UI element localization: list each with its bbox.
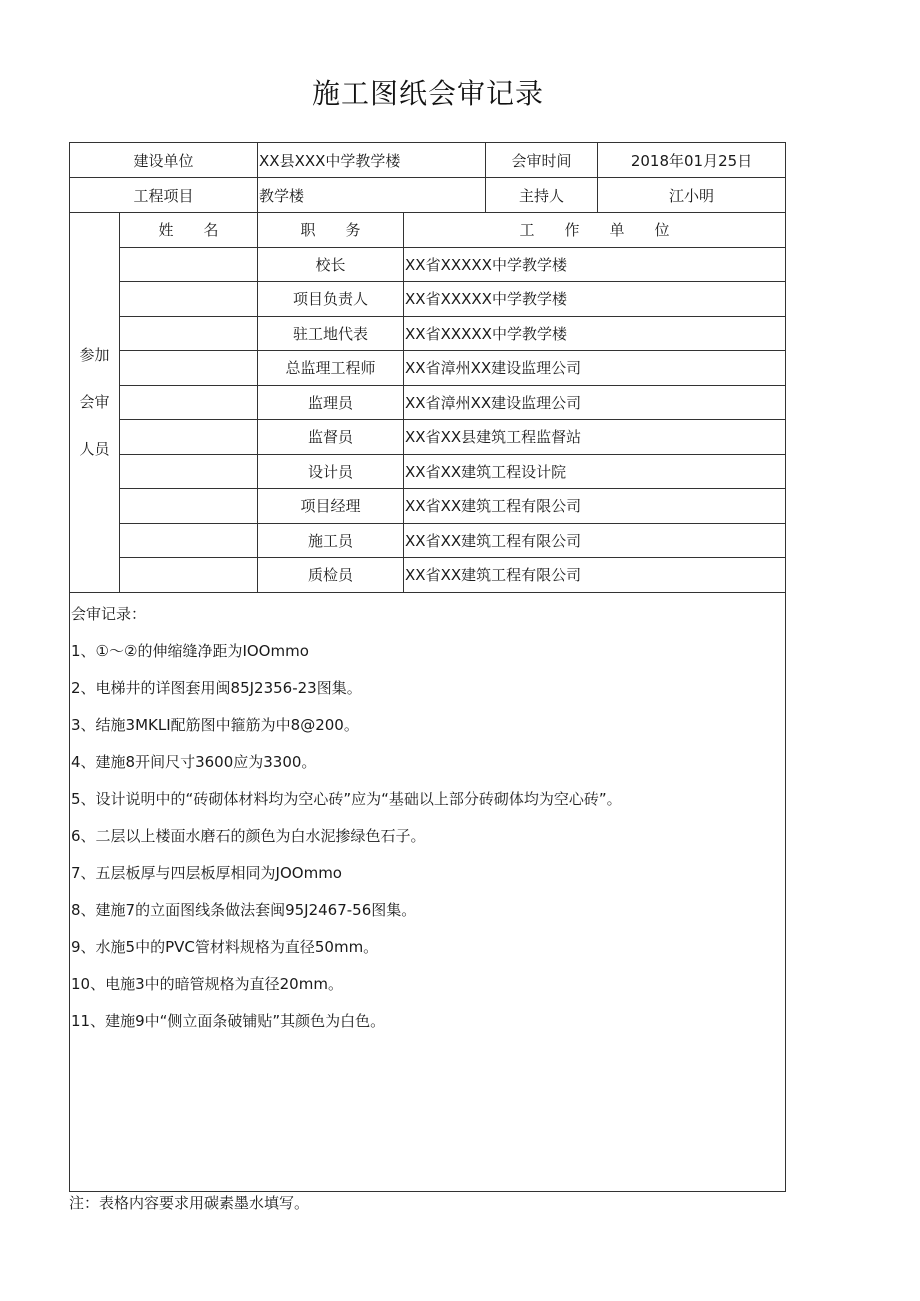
review-records-cell bbox=[70, 592, 786, 1191]
participant-row bbox=[70, 351, 786, 386]
participant-name[interactable] bbox=[120, 385, 258, 420]
project-value: 教学楼 bbox=[258, 178, 486, 213]
group-label-line: 参加 bbox=[79, 345, 110, 364]
record-item: 5、设计说明中的“砖砌体材料均为空心砖”应为“基础以上部分砖砌体均为空心砖”。 bbox=[71, 789, 622, 808]
group-label-line: 人员 bbox=[79, 439, 110, 458]
participant-row bbox=[70, 523, 786, 558]
participant-row bbox=[70, 282, 786, 317]
participant-name[interactable] bbox=[120, 282, 258, 317]
participant-position: 监理员 bbox=[258, 385, 404, 420]
participant-row bbox=[70, 385, 786, 420]
group-label-line: 会审 bbox=[79, 392, 110, 411]
participant-unit: XX省漳州XX建设监理公司 bbox=[404, 385, 786, 420]
participant-row bbox=[70, 316, 786, 351]
review-time-value: 2018年01月25日 bbox=[598, 143, 786, 178]
participant-row bbox=[70, 558, 786, 593]
participant-position: 总监理工程师 bbox=[258, 351, 404, 386]
participant-unit: XX省XX县建筑工程监督站 bbox=[404, 420, 786, 455]
host-label: 主持人 bbox=[486, 178, 598, 213]
review-record-table bbox=[69, 142, 786, 1192]
footer-note: 注：表格内容要求用碳素墨水填写。 bbox=[69, 1194, 310, 1212]
record-item: 1、①～②的伸缩缝净距为IOOmmo bbox=[71, 641, 309, 660]
participant-position: 校长 bbox=[258, 247, 404, 282]
record-item: 3、结施3MKLI配筋图中箍筋为中8@200。 bbox=[71, 715, 359, 734]
project-label: 工程项目 bbox=[70, 178, 258, 213]
participant-position: 项目负责人 bbox=[258, 282, 404, 317]
participant-position: 驻工地代表 bbox=[258, 316, 404, 351]
record-item: 8、建施7的立面图线条做法套闽95J2467-56图集。 bbox=[71, 900, 417, 919]
participant-position: 项目经理 bbox=[258, 489, 404, 524]
participant-name[interactable] bbox=[120, 523, 258, 558]
participant-name[interactable] bbox=[120, 558, 258, 593]
record-item: 9、水施5中的PVC管材料规格为直径50mm。 bbox=[71, 937, 379, 956]
participant-unit: XX省XX建筑工程有限公司 bbox=[404, 558, 786, 593]
record-item: 4、建施8开间尺寸3600应为3300。 bbox=[71, 752, 317, 771]
col-header-unit: 工 作 单 位 bbox=[404, 213, 786, 248]
record-item: 11、建施9中“侧立面条破铺贴”其颜色为白色。 bbox=[71, 1011, 386, 1030]
host-value: 江小明 bbox=[598, 178, 786, 213]
record-item: 7、五层板厚与四层板厚相同为JOOmmo bbox=[71, 863, 342, 882]
participant-unit: XX省XX建筑工程有限公司 bbox=[404, 523, 786, 558]
col-header-position: 职 务 bbox=[258, 213, 404, 248]
review-time-label: 会审时间 bbox=[486, 143, 598, 178]
participant-unit: XX省XX建筑工程设计院 bbox=[404, 454, 786, 489]
participant-name[interactable] bbox=[120, 489, 258, 524]
build-unit-label: 建设单位 bbox=[70, 143, 258, 178]
records-row bbox=[70, 592, 786, 1191]
info-row-1 bbox=[70, 143, 786, 178]
participant-position: 监督员 bbox=[258, 420, 404, 455]
participant-position: 施工员 bbox=[258, 523, 404, 558]
records-heading: 会审记录： bbox=[71, 604, 147, 623]
record-item: 2、电梯井的详图套用闽85J2356-23图集。 bbox=[71, 678, 362, 697]
participant-name[interactable] bbox=[120, 316, 258, 351]
col-header-name: 姓 名 bbox=[120, 213, 258, 248]
record-item: 10、电施3中的暗管规格为直径20mm。 bbox=[71, 974, 343, 993]
info-row-2 bbox=[70, 178, 786, 213]
record-item: 6、二层以上楼面水磨石的颜色为白水泥掺绿色石子。 bbox=[71, 826, 426, 845]
build-unit-value: XX县XXX中学教学楼 bbox=[258, 143, 486, 178]
participant-name[interactable] bbox=[120, 420, 258, 455]
records-list bbox=[70, 633, 785, 1040]
participant-unit: XX省XX建筑工程有限公司 bbox=[404, 489, 786, 524]
participants-group-label bbox=[70, 213, 120, 593]
participant-unit: XX省XXXXX中学教学楼 bbox=[404, 316, 786, 351]
participant-unit: XX省XXXXX中学教学楼 bbox=[404, 247, 786, 282]
participant-unit: XX省漳州XX建设监理公司 bbox=[404, 351, 786, 386]
participant-name[interactable] bbox=[120, 454, 258, 489]
participant-position: 设计员 bbox=[258, 454, 404, 489]
participant-name[interactable] bbox=[120, 247, 258, 282]
participant-name[interactable] bbox=[120, 351, 258, 386]
participant-row bbox=[70, 454, 786, 489]
participants-header-row bbox=[70, 213, 786, 248]
participant-position: 质检员 bbox=[258, 558, 404, 593]
participant-row bbox=[70, 247, 786, 282]
participant-unit: XX省XXXXX中学教学楼 bbox=[404, 282, 786, 317]
participant-row bbox=[70, 489, 786, 524]
participant-row bbox=[70, 420, 786, 455]
document-title: 施工图纸会审记录 bbox=[311, 77, 544, 110]
